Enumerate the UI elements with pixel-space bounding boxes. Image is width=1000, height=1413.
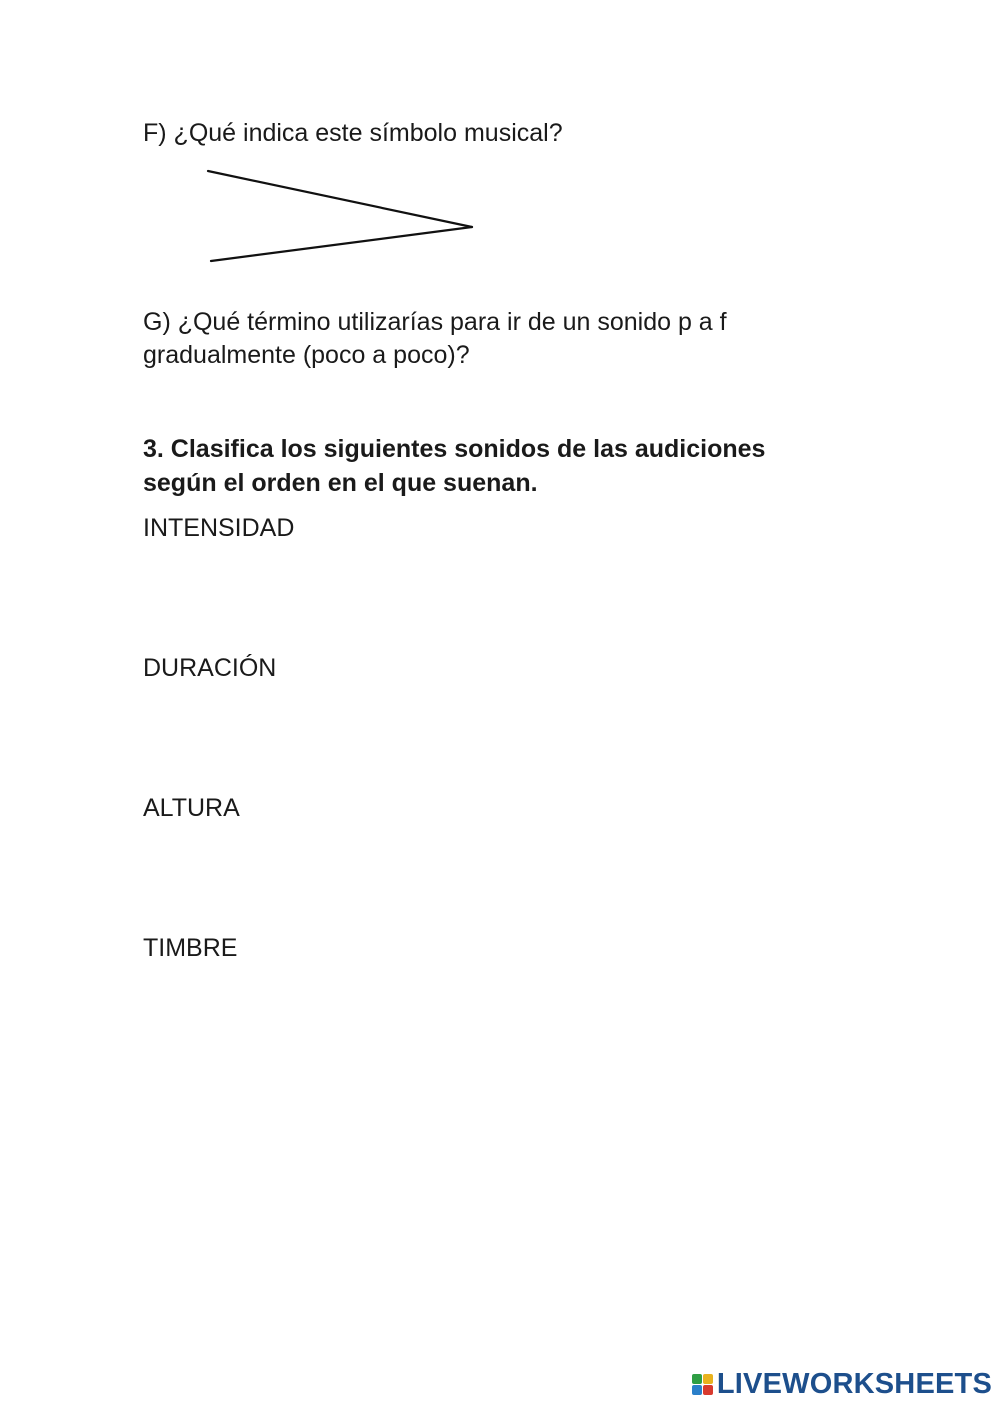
- decrescendo-upper-line: [208, 171, 472, 227]
- question-g-line-1: G) ¿Qué término utilizarías para ir de un sonido p a f: [143, 308, 727, 336]
- liveworksheets-logo-icon: [692, 1374, 713, 1395]
- category-intensidad: INTENSIDAD: [143, 514, 295, 542]
- logo-tile-yellow: [703, 1374, 713, 1384]
- logo-tile-blue: [692, 1385, 702, 1395]
- question-g-line-2: gradualmente (poco a poco)?: [143, 341, 470, 369]
- logo-tile-red: [703, 1385, 713, 1395]
- decrescendo-icon: [200, 160, 490, 270]
- category-duracion: DURACIÓN: [143, 654, 277, 682]
- question-g: [143, 306, 727, 372]
- section-3-title-line-1: 3. Clasifica los siguientes sonidos de las audiciones: [143, 435, 766, 463]
- section-3-title-line-2: según el orden en el que suenan.: [143, 469, 538, 497]
- decrescendo-lower-line: [211, 227, 472, 261]
- liveworksheets-watermark: [692, 1368, 992, 1401]
- logo-tile-green: [692, 1374, 702, 1384]
- category-altura: ALTURA: [143, 794, 240, 822]
- section-3-title: [143, 432, 765, 500]
- question-f: F) ¿Qué indica este símbolo musical?: [143, 119, 563, 147]
- category-timbre: TIMBRE: [143, 934, 238, 962]
- liveworksheets-wordmark: LIVEWORKSHEETS: [716, 1368, 992, 1400]
